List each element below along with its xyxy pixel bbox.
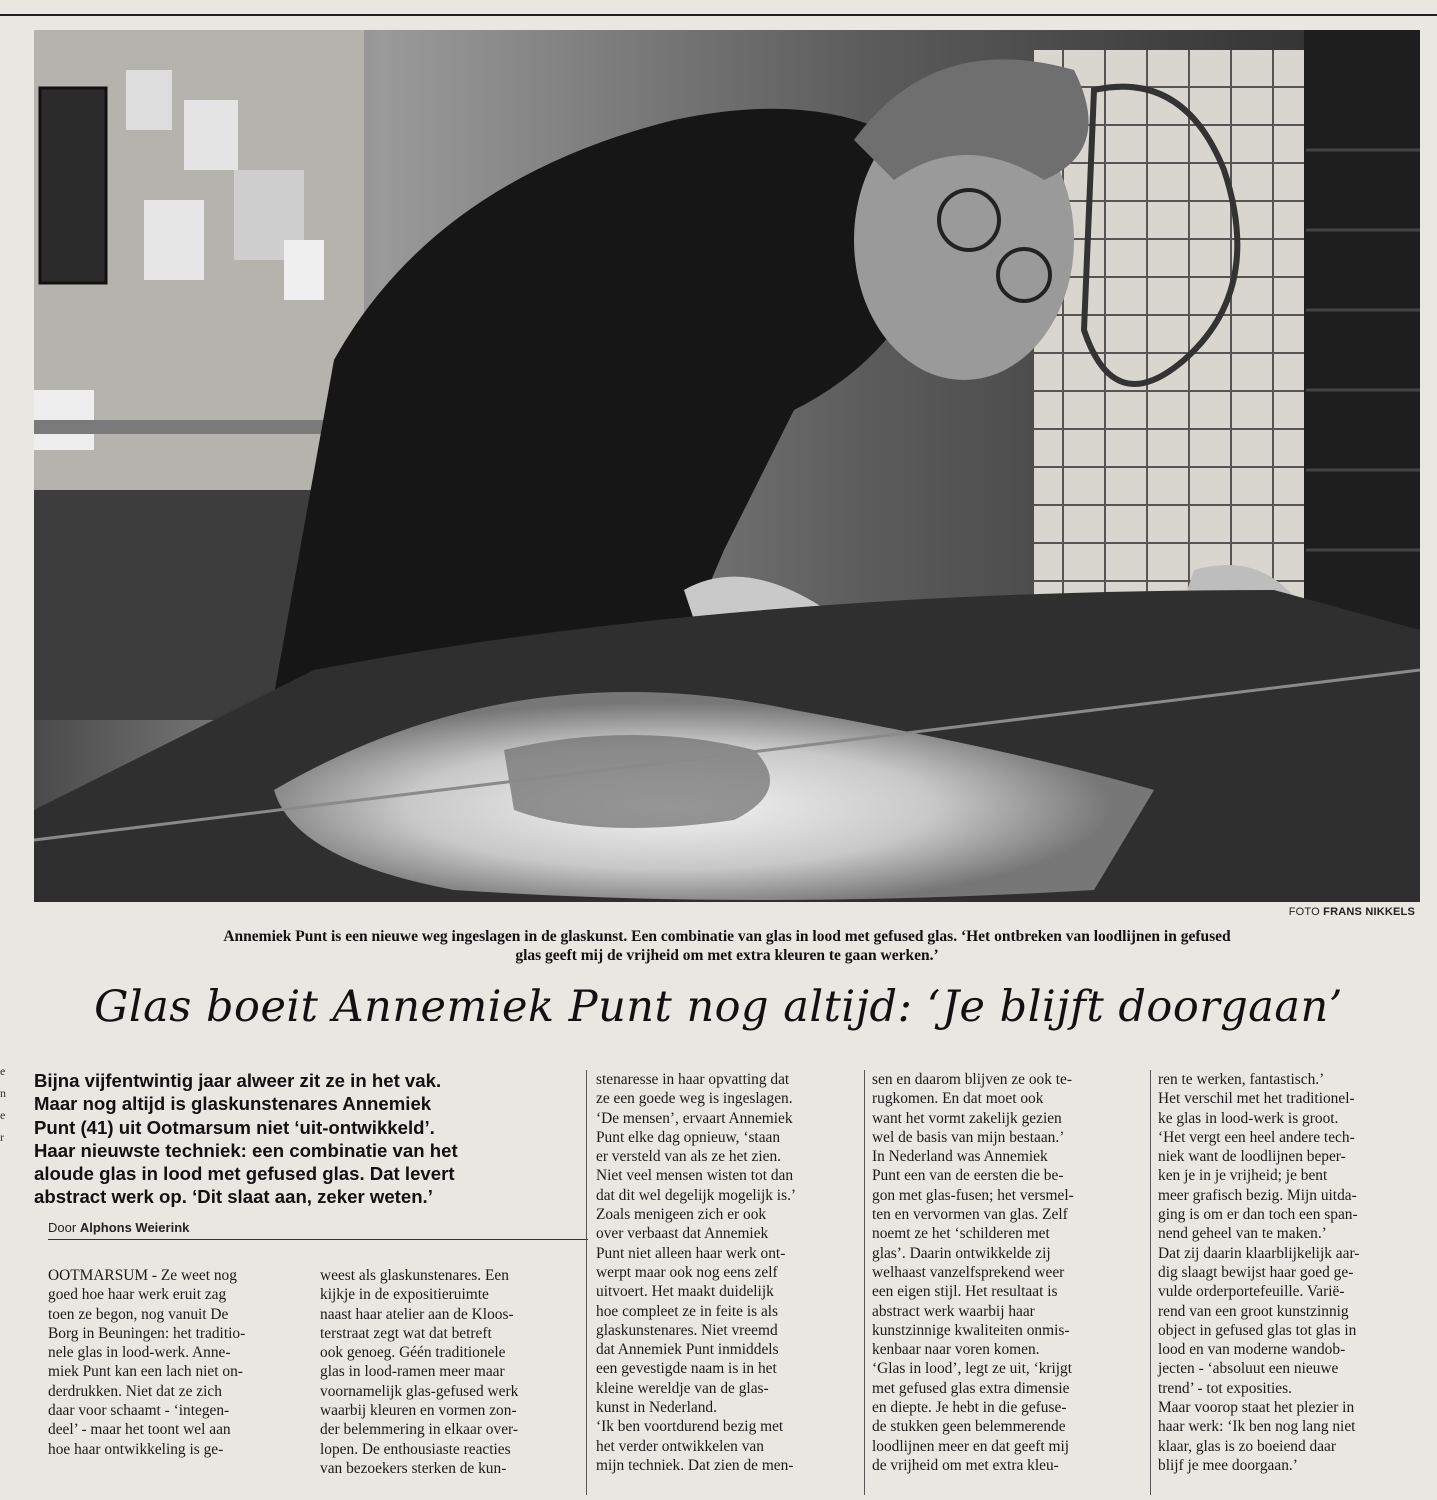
- column-line: noemt ze het ‘schilderen met: [872, 1225, 1050, 1243]
- column-line: trend’ - tot exposities.: [1158, 1379, 1292, 1397]
- column-rule: [1150, 1070, 1151, 1495]
- column-line: kleine wereldje van de glas-: [596, 1379, 769, 1397]
- column-line: lood en van moderne wandob-: [1158, 1341, 1346, 1359]
- photo-credit: [1289, 906, 1415, 918]
- column-line: der belemmering in elkaar over-: [320, 1421, 518, 1439]
- byline-author: Alphons Weierink: [79, 1220, 190, 1235]
- column-line: weest als glaskunstenares. Een: [320, 1267, 509, 1284]
- column-line: abstract werk waarbij haar: [872, 1302, 1035, 1320]
- column-line: terstraat zegt wat dat betreft: [320, 1324, 492, 1342]
- column-line: Dat zij daarin klaarblijkelijk aar-: [1158, 1244, 1360, 1262]
- body-column-3: [596, 1070, 858, 1475]
- column-line: deel’ - maar het toont wel aan: [48, 1421, 231, 1439]
- column-line: uitvoert. Het maakt duidelijk: [596, 1283, 774, 1301]
- edge-letter: n: [0, 1086, 6, 1100]
- article-photo: [34, 30, 1420, 902]
- column-line: loodlijnen meer en dat geeft mij: [872, 1437, 1070, 1455]
- column-line: ‘Het vergt een heel andere tech-: [1158, 1128, 1355, 1146]
- column-line: waarbij kleuren en vormen zon-: [320, 1402, 517, 1420]
- column-line: Maar voorop staat het plezier in: [1158, 1399, 1355, 1417]
- edge-letter: r: [0, 1130, 4, 1144]
- column-line: ken je in je vrijheid; je bent: [1158, 1167, 1328, 1185]
- article-headline: Glas boeit Annemiek Punt nog altijd: ‘Je blijft doorgaan’: [94, 982, 1343, 1032]
- column-line: en diepte. Je hebt in die gefuse-: [872, 1399, 1067, 1417]
- caption-line: Annemiek Punt is een nieuwe weg ingeslagen in de glaskunst. Een combinatie van glas in lood met gefused glas. ‘Het ontbreken van loodlijnen in gefused: [223, 928, 1231, 945]
- column-line: rend van een groot kunstzinnig: [1158, 1302, 1349, 1320]
- photo-caption: [34, 927, 1420, 965]
- column-line: In Nederland was Annemiek: [872, 1148, 1048, 1166]
- column-line: welhaast vanzelfsprekend weer: [872, 1263, 1065, 1281]
- column-line: Het verschil met het traditionel-: [1158, 1090, 1355, 1108]
- adjacent-column-fragment: [0, 1060, 18, 1148]
- column-line: ook genoeg. Géén traditionele: [320, 1344, 506, 1362]
- body-column-5: [1158, 1070, 1420, 1475]
- column-line: Punt een van de eersten die be-: [872, 1167, 1064, 1185]
- caption-line: glas geeft mij de vrijheid om met extra kleuren te gaan werken.’: [515, 947, 939, 964]
- column-line: Niet veel mensen wisten tot dan: [596, 1167, 794, 1185]
- column-line: de vrijheid om met extra kleu-: [872, 1456, 1059, 1474]
- column-line: dat dit wel degelijk mogelijk is.’: [596, 1186, 797, 1204]
- column-line: een gevestigde naam is in het: [596, 1360, 777, 1378]
- column-line: ‘Ik ben voortdurend bezig met: [596, 1418, 784, 1436]
- column-line: het verder ontwikkelen van: [596, 1437, 764, 1455]
- page-top-rule: [0, 0, 1437, 16]
- column-line: wel de basis van mijn bestaan.’: [872, 1128, 1065, 1146]
- edge-letter: e: [0, 1064, 6, 1078]
- column-line: meer grafisch bezig. Mijn uitda-: [1158, 1186, 1357, 1204]
- lead-line: Bijna vijfentwintig jaar alweer zit ze in het vak.: [34, 1070, 442, 1091]
- column-line: vulde orderportefeuille. Varië-: [1158, 1283, 1345, 1301]
- column-line: kunstzinnige kwaliteiten onmis-: [872, 1321, 1070, 1339]
- column-line: gon met glas-fusen; het versmel-: [872, 1186, 1074, 1204]
- column-line: jecten - ‘absoluut een nieuwe: [1158, 1360, 1339, 1378]
- column-line: lopen. De enthousiaste reacties: [320, 1440, 511, 1458]
- column-line: want het vormt zakelijk gezien: [872, 1109, 1062, 1127]
- photo-credit-name: FRANS NIKKELS: [1323, 906, 1415, 918]
- column-line: ze een goede weg is ingeslagen.: [596, 1090, 793, 1108]
- column-line: toen ze begon, nog vanuit De: [48, 1305, 229, 1323]
- column-line: kunst in Nederland.: [596, 1399, 717, 1417]
- column-line: de stukken geen belemmerende: [872, 1418, 1066, 1436]
- column-line: ging is om er dan toch een span-: [1158, 1206, 1358, 1224]
- column-line: van bezoekers sterken de kun-: [320, 1459, 507, 1477]
- column-rule: [586, 1070, 587, 1495]
- column-line: OOTMARSUM - Ze weet nog: [48, 1267, 237, 1284]
- column-line: ke glas in lood-werk is groot.: [1158, 1109, 1339, 1127]
- column-line: niek want de loodlijnen beper-: [1158, 1148, 1346, 1166]
- column-line: stenaresse in haar opvatting dat: [596, 1071, 790, 1088]
- photo-credit-prefix: FOTO: [1288, 906, 1320, 918]
- column-line: blijf je mee doorgaan.’: [1158, 1456, 1298, 1474]
- column-line: Borg in Beuningen: het traditio-: [48, 1324, 246, 1342]
- column-line: miek Punt kan een lach niet on-: [48, 1363, 243, 1381]
- column-rule: [864, 1070, 865, 1495]
- column-line: mijn techniek. Dat zien de men-: [596, 1456, 794, 1474]
- column-line: kijkje in de expositieruimte: [320, 1286, 489, 1304]
- lead-line: aloude glas in lood met gefused glas. Dat levert: [34, 1163, 455, 1185]
- lead-line: Punt (41) uit Ootmarsum niet ‘uit-ontwikkeld’.: [34, 1116, 435, 1138]
- column-line: voornamelijk glas-gefused werk: [320, 1382, 519, 1400]
- column-line: hoe haar ontwikkeling is ge-: [48, 1440, 224, 1458]
- column-line: met gefused glas extra dimensie: [872, 1379, 1070, 1397]
- byline-prefix: Door: [48, 1220, 77, 1235]
- column-line: klaar, glas is zo boeiend daar: [1158, 1437, 1337, 1455]
- column-line: een eigen stijl. Het resultaat is: [872, 1283, 1058, 1301]
- lead-line: abstract werk op. ‘Dit slaat aan, zeker weten.’: [34, 1186, 433, 1208]
- column-line: Punt elke dag opnieuw, ‘staan: [596, 1128, 781, 1146]
- body-column-2: [320, 1266, 572, 1478]
- column-line: glas in lood-ramen meer maar: [320, 1363, 505, 1381]
- column-line: glas’. Daarin ontwikkelde zij: [872, 1244, 1051, 1262]
- body-column-1: [48, 1266, 298, 1459]
- column-line: nele glas in lood-werk. Anne-: [48, 1344, 231, 1362]
- column-line: dig slaagt bewijst haar goed ge-: [1158, 1263, 1354, 1281]
- column-line: werpt maar ook nog eens zelf: [596, 1263, 778, 1281]
- column-line: glaskunstenares. Niet vreemd: [596, 1321, 778, 1339]
- lead-line: Maar nog altijd is glaskunstenares Annemiek: [34, 1093, 432, 1115]
- column-line: goed hoe haar werk eruit zag: [48, 1286, 227, 1304]
- column-line: object in gefused glas tot glas in: [1158, 1321, 1357, 1339]
- column-line: ren te werken, fantastisch.’: [1158, 1071, 1325, 1088]
- column-line: rugkomen. En dat moet ook: [872, 1090, 1044, 1108]
- column-line: ‘De mensen’, ervaart Annemiek: [596, 1109, 793, 1127]
- column-line: hoe compleet ze in feite is als: [596, 1302, 779, 1320]
- byline: [48, 1220, 588, 1240]
- column-line: ‘Glas in lood’, legt ze uit, ‘krijgt: [872, 1360, 1073, 1378]
- column-line: ten en vervormen van glas. Zelf: [872, 1206, 1068, 1224]
- lead-line: Haar nieuwste techniek: een combinatie van het: [34, 1139, 458, 1161]
- body-column-4: [872, 1070, 1148, 1475]
- edge-letter: e: [0, 1108, 6, 1122]
- column-line: sen en daarom blijven ze ook te-: [872, 1071, 1073, 1088]
- column-line: derdrukken. Niet dat ze zich: [48, 1382, 222, 1400]
- column-line: nend geheel van te maken.’: [1158, 1225, 1327, 1243]
- column-line: haar werk: ‘Ik ben nog lang niet: [1158, 1418, 1356, 1436]
- column-line: kenbaar naar voren komen.: [872, 1341, 1040, 1359]
- column-line: dat Annemiek Punt inmiddels: [596, 1341, 779, 1359]
- column-line: Zoals menigeen zich er ook: [596, 1206, 767, 1224]
- column-line: daar voor schaamt - ‘integen-: [48, 1402, 230, 1420]
- column-line: naast haar atelier aan de Kloos-: [320, 1305, 514, 1323]
- column-line: over verbaast dat Annemiek: [596, 1225, 769, 1243]
- column-line: Punt niet alleen haar werk ont-: [596, 1244, 786, 1262]
- column-line: er versteld van als ze het zien.: [596, 1148, 782, 1166]
- article-lead: [34, 1069, 586, 1209]
- photo-artist-at-light-table: [34, 30, 1420, 902]
